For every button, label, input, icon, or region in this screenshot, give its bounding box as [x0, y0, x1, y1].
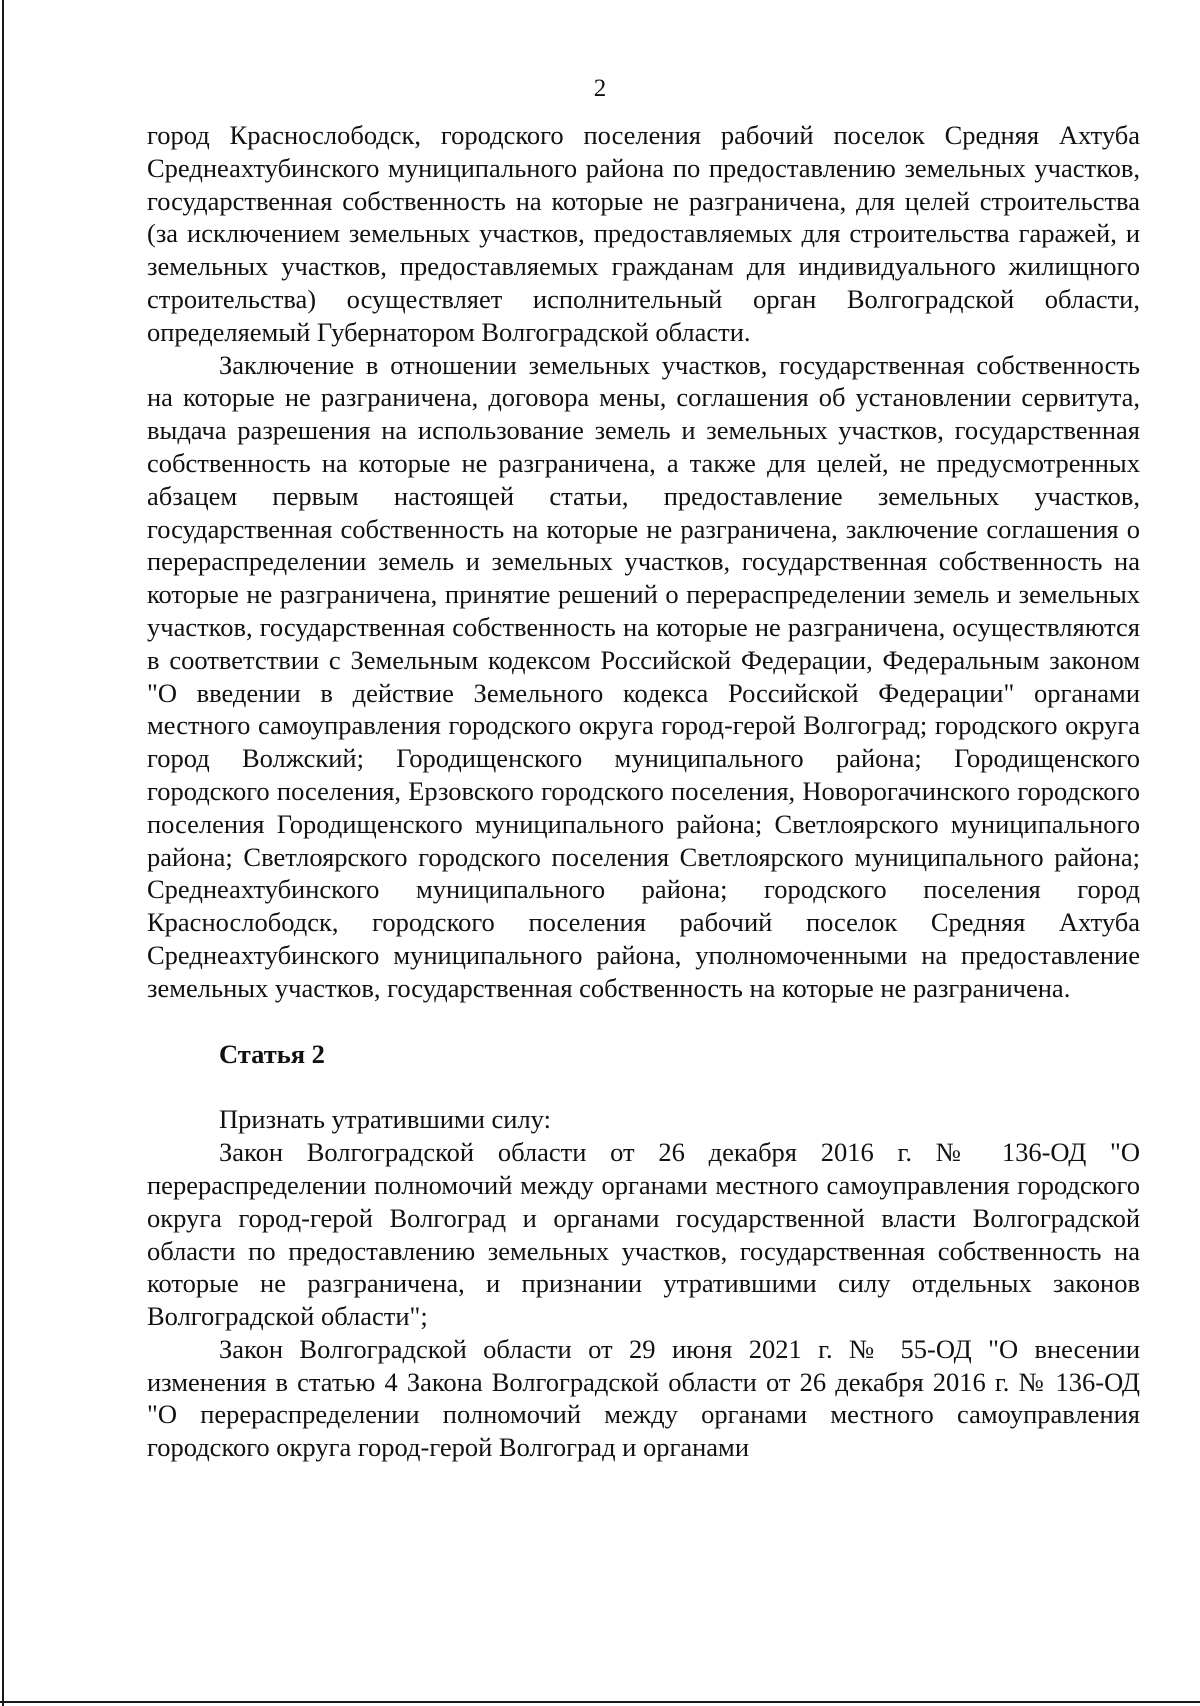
page-number: 2	[593, 75, 607, 102]
article-heading: Статья 2	[219, 1038, 325, 1069]
document-body	[147, 119, 1140, 1464]
scan-edge-bottom	[0, 1701, 1200, 1703]
paragraph-continuation: город Краснослободск, городского поселения рабочий поселок Средняя Ахтуба Среднеахтубинского муниципального района по предоставлению земельных участков, государственная собственность на которые не разграничена, для целей строительства (за исключением земельных участков, предоставляемых для строительства гаражей, и земельных участков, предоставляемых гражданам для индивидуального жилищного строительства) осуществляет исполнительный орган Волгоградской области, определяемый Губернатором Волгоградской области.	[147, 120, 1140, 347]
scan-edge-left	[2, 0, 4, 1706]
spacer	[147, 1005, 1140, 1038]
spacer	[147, 1070, 1140, 1103]
paragraph-land-agreements: Заключение в отношении земельных участков, государственная собственность на которые не разграничена, договора мены, соглашения об установлении сервитута, выдача разрешения на использование земель и земельных участков, государственная собственность на которые не разграничена, а также для целей, не предусмотренных абзацем первым настоящей статьи, предоставление земельных участков, государственная собственность на которые не разграничена, заключение соглашения о перераспределении земель и земельных участков, государственная собственность на которые не разграничена, принятие решений о перераспределении земель и земельных участков, государственная собственность на которые не разграничена, осуществляются в соответствии с Земельным кодексом Российской Федерации, Федеральным законом "О введении в действие Земельного кодекса Российской Федерации" органами местного самоуправления городского округа город-герой Волгоград; городского округа город Волжский; Городищенского муниципального района; Городищенского городского поселения, Ерзовского городского поселения, Новорогачинского городского поселения Городищенского муниципального района; Светлоярского муниципального района; Светлоярского городского поселения Светлоярского муниципального района; Среднеахтубинского муниципального района; городского поселения город Краснослободск, городского поселения рабочий поселок Средняя Ахтуба Среднеахтубинского муниципального района, уполномоченными на предоставление земельных участков, государственная собственность на которые не разграничена.	[147, 349, 1140, 1003]
paragraph-repeal-intro: Признать утратившими силу:	[219, 1104, 551, 1135]
paragraph-repealed-law-1: Закон Волгоградской области от 26 декабря 2016 г. № 136-ОД "О перераспределении полномочий между органами местного самоуправления городского округа город-герой Волгоград и органами государственной власти Волгоградской области по предоставлению земельных участков, государственная собственность на которые не разграничена, и признании утратившими силу отдельных законов Волгоградской области";	[147, 1137, 1140, 1332]
paragraph-repealed-law-2: Закон Волгоградской области от 29 июня 2021 г. № 55-ОД "О внесении изменения в статью 4 Закона Волгоградской области от 26 декабря 2016 г. № 136-ОД "О перераспределении полномочий между органами местного самоуправления городского округа город-герой Волгоград и органами	[147, 1333, 1140, 1463]
